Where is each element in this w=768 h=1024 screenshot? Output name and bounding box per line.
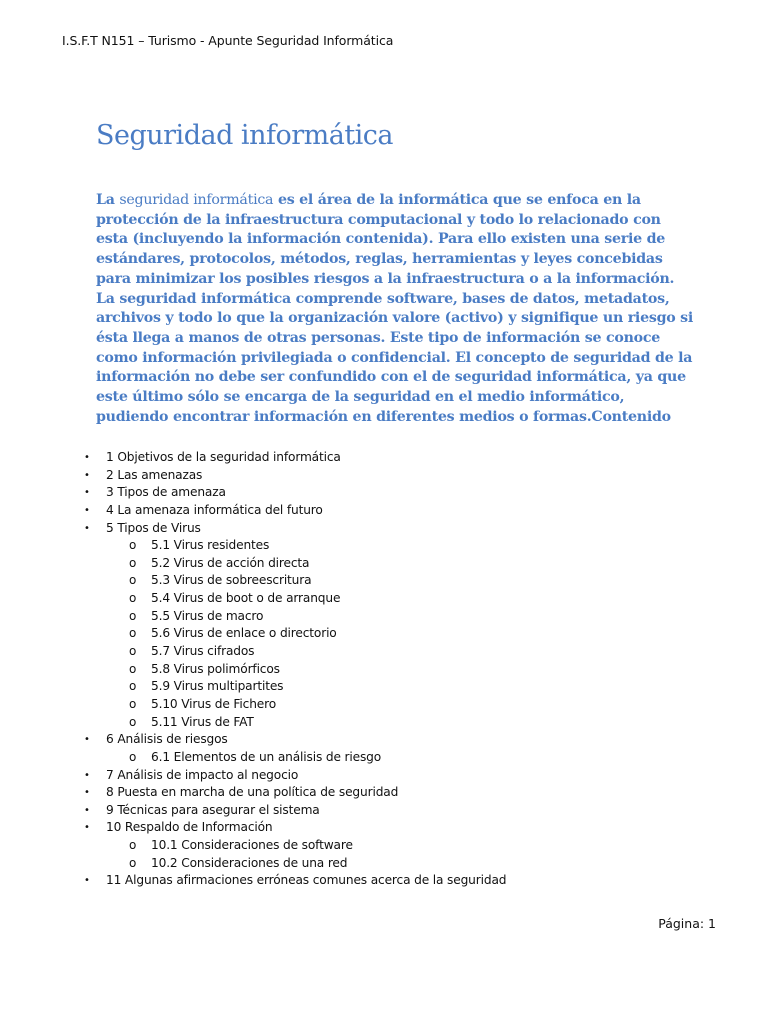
intro-term: seguridad informática <box>119 192 274 208</box>
toc-subitem <box>0 590 768 608</box>
bullet-marker: • <box>84 469 90 481</box>
toc-item-label: 5 Tipos de Virus <box>106 520 201 535</box>
toc-subitem <box>0 572 768 590</box>
toc-item-label: 2 Las amenazas <box>106 467 203 482</box>
bullet-marker: • <box>84 452 90 463</box>
toc-subitem-label: 6.1 Elementos de un análisis de riesgo <box>151 749 382 764</box>
toc-subitem <box>0 661 768 679</box>
toc-subitem <box>0 749 768 767</box>
sub-bullet-marker: o <box>129 644 137 659</box>
bullet-marker: • <box>84 522 90 534</box>
toc-subitem-label: 5.3 Virus de sobreescritura <box>151 573 312 588</box>
bullet-marker: • <box>84 734 90 746</box>
bullet-marker: • <box>84 822 90 834</box>
toc-item-label: 11 Algunas afirmaciones erróneas comunes acerca de la seguridad <box>106 873 507 888</box>
bullet-marker: • <box>84 487 90 499</box>
toc-item-label: 7 Análisis de impacto al negocio <box>106 767 299 782</box>
toc-subitem <box>0 696 768 714</box>
toc-subitem <box>0 643 768 661</box>
toc-item <box>0 484 768 502</box>
toc-subitem <box>0 555 768 573</box>
toc-item-label: 4 La amenaza informática del futuro <box>106 502 323 517</box>
toc-item <box>0 872 768 890</box>
toc-item <box>0 767 768 785</box>
toc-subitem <box>0 608 768 626</box>
intro-prefix: La <box>96 192 120 208</box>
bullet-marker: • <box>84 875 90 887</box>
sub-bullet-marker: o <box>129 749 137 764</box>
sub-bullet-marker: o <box>129 555 137 570</box>
sub-bullet-marker: o <box>129 573 137 588</box>
toc-subitem <box>0 714 768 732</box>
toc-item-label: 1 Objetivos de la seguridad informática <box>106 450 341 464</box>
toc-subitem-label: 5.10 Virus de Fichero <box>151 696 277 711</box>
intro-paragraph <box>96 191 696 427</box>
table-of-contents <box>0 449 768 890</box>
toc-subitem <box>0 537 768 555</box>
page-header: I.S.F.T N151 – Turismo - Apunte Seguridad Informática <box>62 33 394 48</box>
toc-item <box>0 819 768 837</box>
toc-subitem-label: 5.2 Virus de acción directa <box>151 555 310 570</box>
toc-subitem-label: 5.8 Virus polimórficos <box>151 661 280 676</box>
toc-subitem-label: 5.6 Virus de enlace o directorio <box>151 626 337 641</box>
sub-bullet-marker: o <box>129 608 137 623</box>
bullet-marker: • <box>84 804 90 816</box>
toc-item <box>0 802 768 820</box>
toc-subitem-label: 5.5 Virus de macro <box>151 608 264 623</box>
sub-bullet-marker: o <box>129 626 137 641</box>
toc-item-label: 9 Técnicas para asegurar el sistema <box>106 802 320 817</box>
toc-item-label: 6 Análisis de riesgos <box>106 732 228 747</box>
sub-bullet-marker: o <box>129 696 137 711</box>
sub-bullet-marker: o <box>129 679 137 694</box>
sub-bullet-marker: o <box>129 838 137 853</box>
toc-item <box>0 502 768 520</box>
intro-body: es el área de la informática que se enfoca en la protección de la infraestructura computacional y todo lo relacionado con esta (incluyendo la información contenida). Para ello existen una serie de estándares, protocolos, métodos, reglas, herramientas y leyes concebidas para minimizar los posibles riesgos a la infraestructura o a la información. La seguridad informática comprende software, bases de datos, metadatos, archivos y todo lo que la organización valore (activo) y signifique un riesgo si ésta llega a manos de otras personas. Este tipo de información se conoce como información privilegiada o confidencial. El concepto de seguridad de la información no debe ser confundido con el de seguridad informática, ya que este último sólo se encarga de la seguridad en el medio informático, pudiendo encontrar información en diferentes medios o formas.Contenido <box>96 192 694 425</box>
sub-bullet-marker: o <box>129 714 137 729</box>
toc-subitem-label: 5.7 Virus cifrados <box>151 644 255 659</box>
bullet-marker: • <box>84 504 90 516</box>
sub-bullet-marker: o <box>129 591 137 606</box>
toc-item-label: 8 Puesta en marcha de una política de seguridad <box>106 785 399 800</box>
toc-subitem-label: 10.1 Consideraciones de software <box>151 838 353 853</box>
toc-subitem-label: 5.4 Virus de boot o de arranque <box>151 591 341 606</box>
toc-item-label: 10 Respaldo de Información <box>106 820 273 835</box>
toc-subitem <box>0 855 768 873</box>
toc-item-label: 3 Tipos de amenaza <box>106 485 226 500</box>
toc-subitem-label: 5.1 Virus residentes <box>151 538 270 553</box>
document-title: Seguridad informática <box>96 120 394 151</box>
toc-subitem <box>0 625 768 643</box>
sub-bullet-marker: o <box>129 661 137 676</box>
bullet-marker: • <box>84 769 90 781</box>
sub-bullet-marker: o <box>129 538 137 553</box>
toc-subitem-label: 5.11 Virus de FAT <box>151 714 254 729</box>
toc-item <box>0 784 768 802</box>
toc-item <box>0 467 768 485</box>
sub-bullet-marker: o <box>129 855 137 870</box>
toc-item <box>0 731 768 749</box>
toc-item <box>0 520 768 538</box>
toc-item <box>0 449 768 467</box>
toc-subitem-label: 5.9 Virus multipartites <box>151 679 284 694</box>
toc-subitem <box>0 678 768 696</box>
toc-subitem <box>0 837 768 855</box>
page-number: Página: 1 <box>658 916 716 931</box>
bullet-marker: • <box>84 787 90 799</box>
toc-subitem-label: 10.2 Consideraciones de una red <box>151 855 348 870</box>
